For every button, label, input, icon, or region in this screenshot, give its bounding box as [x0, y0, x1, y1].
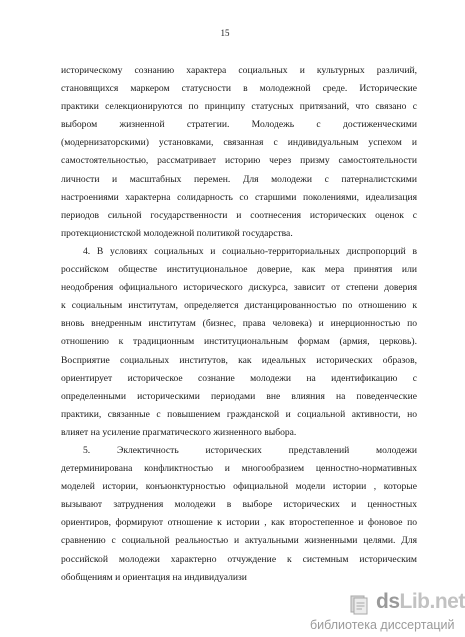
text-line: самостоятельностью, рассматривает историю через призму самостоятельности [61, 155, 417, 167]
text-line: отношению к традиционным институциональным формам (армия, церковь). [61, 336, 417, 348]
watermark-subtitle: библиотека диссертаций [310, 618, 455, 632]
text-line: российском обществе институциональное доверие, как мера принятия или [61, 264, 417, 276]
text-line: ориентирует историческое сознание молодежи на идентификацию с [61, 372, 417, 384]
text-line: вновь внедренным институтам (бизнес, права человека) и инерционностью по [61, 318, 417, 330]
text-line: обобщениям и ориентация на индивидуализи [61, 571, 247, 583]
text-line: детерминирована конфликтностью и многообразием ценностно-нормативных [61, 463, 417, 475]
text-line: личности и масштабных перемен. Для молодежи с патерналистскими [61, 173, 417, 185]
watermark-logo [376, 590, 465, 614]
text-line: протекционистской молодежной политикой государства. [61, 227, 293, 239]
page-number: 15 [220, 28, 230, 38]
text-line: неодобрения официального исторического дискурса, зависит от степени доверия [61, 282, 417, 294]
text-line: практики, связанные с повышением гражданской и социальной активности, но [61, 408, 417, 420]
text-line: вызывают затруднения молодежи в выборе исторических и ценностных [61, 499, 417, 511]
text-line: историческому сознанию характера социальных и культурных различий, [61, 65, 417, 76]
text-line: периодов сильной государственности и соотнесения исторических оценок с [61, 209, 417, 221]
text-line: 4. В условиях социальных и социально-территориальных диспропорций в [83, 245, 417, 257]
text-line: моделей истории, конъюнктурностью официальной модели истории , которые [61, 481, 417, 493]
body-text [61, 62, 417, 587]
watermark [258, 586, 465, 637]
text-line: 5. Эклектичность исторических представлений молодежи [83, 444, 417, 456]
text-line: сравнению с социальной реальностью и актуальными жизненными целями. Для [61, 535, 417, 547]
watermark-logo-suffix: Lib.net [399, 590, 465, 613]
text-line: настроениями характерна солидарность со старшими поколениями, идеализация [61, 191, 417, 203]
text-line: к социальным институтам, определяется дистанцированностью по отношению к [61, 300, 417, 312]
text-line: становящихся маркером статусности в молодежной среде. Исторические [61, 83, 417, 95]
watermark-logo-prefix: ds [376, 590, 400, 613]
document-stack-icon [348, 594, 370, 616]
text-line: определенными историческими периодами вне влияния на поведенческие [61, 390, 417, 402]
text-line: ориентиров, формируют отношение к истории , как второстепенное и фоновое по [61, 517, 417, 529]
text-line: влияет на усиление прагматического жизненного выбора. [61, 426, 297, 438]
text-line: выбором жизненной стратегии. Молодежь с достиженческими [61, 119, 417, 131]
text-line: (модернизаторскими) установками, связанная с индивидуальным успехом и [61, 137, 417, 149]
text-line: практики селекционируются по принципу статусных притязаний, что связано с [61, 101, 417, 113]
text-line: российской молодежи характерно отчуждение к системным историческим [61, 553, 417, 565]
text-line: Восприятие социальных институтов, как идеальных исторических образов, [61, 354, 417, 366]
